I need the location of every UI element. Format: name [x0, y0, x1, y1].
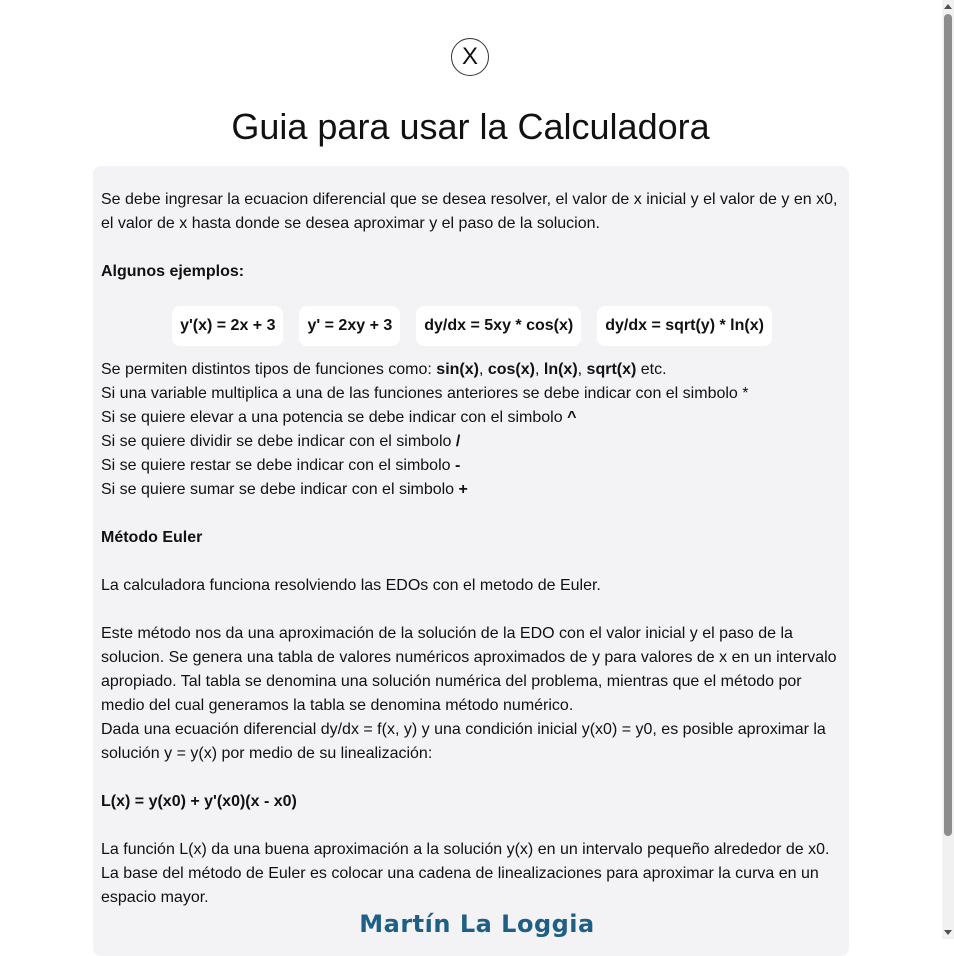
- rule-multiply: Si una variable multiplica a una de las funciones anteriores se debe indicar con el simbolo *: [101, 385, 749, 402]
- example-chip: y' = 2xy + 3: [299, 306, 400, 346]
- functions-line: Se permiten distintos tipos de funciones como: sin(x), cos(x), ln(x), sqrt(x) etc.: [101, 361, 667, 378]
- page-title: Guia para usar la Calculadora: [231, 106, 710, 147]
- scroll-down-arrow-icon[interactable]: [944, 930, 952, 935]
- example-chip: dy/dx = 5xy * cos(x): [416, 306, 581, 346]
- euler-description: Este método nos da una aproximación de la solución de la EDO con el valor inicial y el paso de la solucion. Se genera una tabla de valores numéricos aproximados de y para valores de x en un intervalo apropiado. Tal tabla se denomina una solución numérica del problema, mientras que el método por medio del cual generamos la tabla se denomina método numérico.: [101, 625, 837, 714]
- symbol-subtract: -: [454, 457, 461, 474]
- intro-text: Se debe ingresar la ecuacion diferencial que se desea resolver, el valor de x inicial y el valor de y en x0, el valor de x hasta donde se desea aproximar y el paso de la solucion.: [101, 191, 838, 232]
- euler-intro: La calculadora funciona resolviendo las EDOs con el metodo de Euler.: [101, 577, 601, 594]
- euler-linearization: Dada una ecuación diferencial dy/dx = f(x, y) y una condición inicial y(x0) = y0, es posible aproximar la solución y = y(x) por medio de su linealización:: [101, 721, 826, 762]
- rule-add: Si se quiere sumar se debe indicar con el simbolo +: [101, 481, 468, 498]
- symbol-add: +: [458, 481, 468, 498]
- linearization-formula: L(x) = y(x0) + y'(x0)(x - x0): [101, 793, 297, 810]
- function-sin: sin(x): [436, 361, 479, 378]
- author-credit: Martín La Loggia: [359, 910, 595, 938]
- scroll-thumb[interactable]: [944, 14, 952, 836]
- examples-heading: Algunos ejemplos:: [101, 263, 245, 280]
- vertical-scrollbar[interactable]: [942, 0, 954, 939]
- symbol-divide: /: [455, 433, 461, 450]
- euler-heading: Método Euler: [101, 529, 203, 546]
- rule-power: Si se quiere elevar a una potencia se debe indicar con el simbolo ^: [101, 409, 577, 426]
- guide-panel: [93, 166, 849, 956]
- euler-conclusion: La función L(x) da una buena aproximación a la solución y(x) en un intervalo pequeño alrededor de x0. La base del método de Euler es colocar una cadena de linealizaciones para aproximar la curva en un espacio mayor.: [101, 841, 830, 906]
- examples-list: [101, 306, 841, 346]
- close-button[interactable]: X: [451, 38, 489, 76]
- rule-divide: Si se quiere dividir se debe indicar con el simbolo /: [101, 433, 461, 450]
- example-chip: dy/dx = sqrt(y) * ln(x): [597, 306, 772, 346]
- function-cos: cos(x): [487, 361, 535, 378]
- scroll-up-arrow-icon[interactable]: [944, 4, 952, 9]
- example-chip: y'(x) = 2x + 3: [172, 306, 283, 346]
- symbol-multiply: *: [742, 385, 749, 402]
- rule-subtract: Si se quiere restar se debe indicar con el simbolo -: [101, 457, 461, 474]
- function-ln: ln(x): [543, 361, 578, 378]
- symbol-power: ^: [567, 409, 577, 426]
- function-sqrt: sqrt(x): [586, 361, 637, 378]
